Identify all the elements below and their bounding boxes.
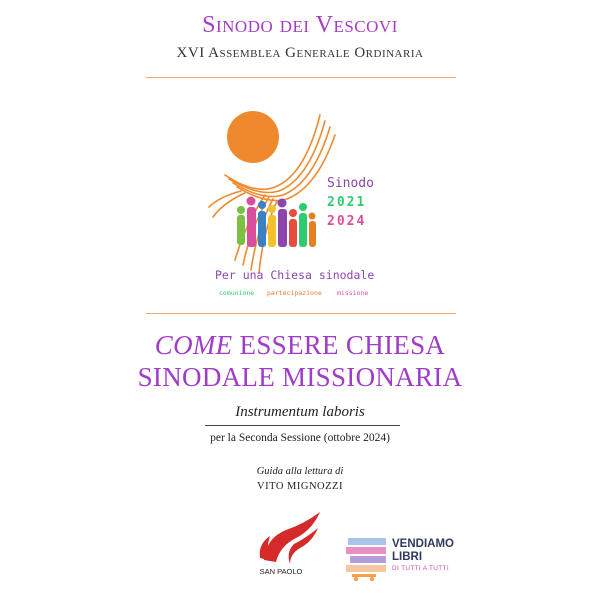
document-divider — [205, 425, 400, 426]
seller-name-line-1: VENDIAMO — [392, 538, 454, 550]
publisher-name: SAN PAOLO — [259, 567, 303, 576]
logo-theme-2: partecipazione — [267, 289, 322, 297]
organization-title: Sinodo dei Vescovi — [202, 12, 398, 38]
logo-word: Sinodo — [327, 176, 374, 191]
synod-logo — [205, 95, 425, 305]
seller-name — [392, 538, 482, 564]
main-title-line-1-rest: ESSERE CHIESA — [239, 330, 446, 360]
assembly-subtitle: XVI Assemblea Generale Ordinaria — [176, 45, 424, 61]
seller-name-line-2: LIBRI — [392, 551, 423, 563]
people-silhouettes-icon — [237, 197, 316, 248]
logo-motto: Per una Chiesa sinodale — [215, 268, 375, 282]
author-name: VITO MIGNOZZI — [257, 481, 343, 492]
middle-divider — [146, 313, 456, 314]
stacked-books-icon — [344, 534, 390, 582]
document-name: Instrumentum laboris — [235, 404, 365, 420]
logo-theme-1: comunione — [219, 289, 255, 297]
session-subtitle: per la Seconda Sessione (ottobre 2024) — [210, 432, 390, 444]
logo-year-end: 2024 — [327, 214, 367, 229]
main-title-line-1 — [0, 330, 600, 361]
seller-tagline: DI TUTTI A TUTTI — [392, 565, 449, 572]
top-divider — [146, 77, 456, 78]
logo-theme-3: missione — [337, 289, 369, 297]
guide-label: Guida alla lettura di — [256, 466, 344, 477]
san-paolo-logo-icon — [246, 508, 336, 570]
logo-year-start: 2021 — [327, 195, 367, 210]
sun-icon — [227, 111, 279, 163]
main-title-line-2: SINODALE MISSIONARIA — [137, 362, 463, 392]
main-title-italic: COME — [154, 330, 233, 360]
